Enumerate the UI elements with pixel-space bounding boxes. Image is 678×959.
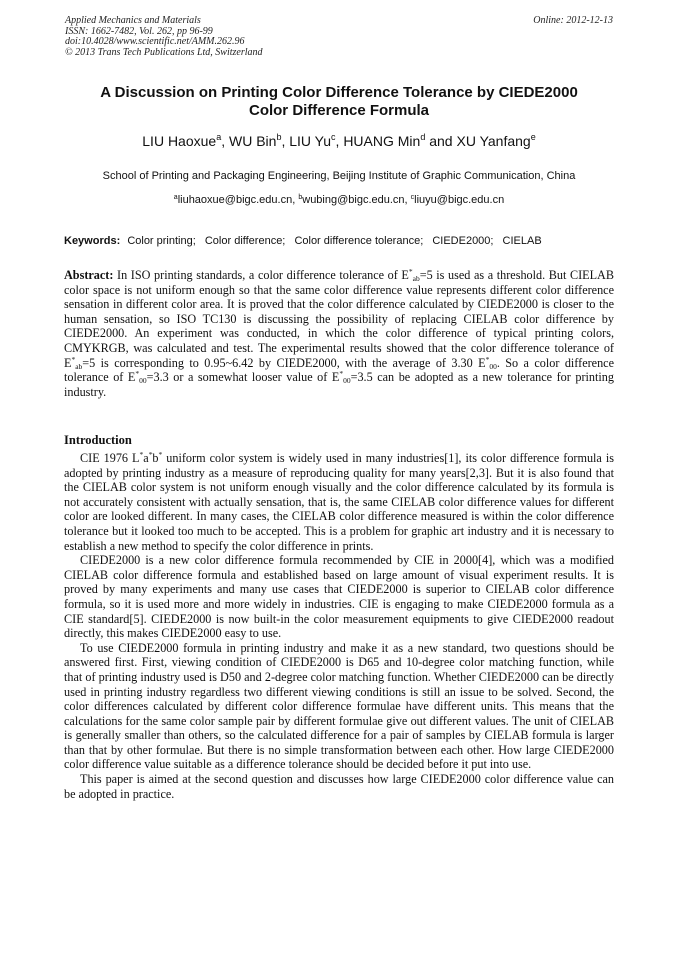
superscript-star: * bbox=[339, 369, 344, 379]
paragraph-text: CIE 1976 L bbox=[80, 451, 140, 465]
paragraph: CIEDE2000 is a new color difference formula recommended by CIE in 2000[4], which was a modified CIELAB color difference formula and established based on large amount of visual experiment results. It is proved by many experiments and many use cases that CIEDE2000 is superior to CIELAB color difference formula, so it is used more and more widely in industries. CIE is engaging to make CIEDE2000 formula as a CIE standard[5]. CIEDE2000 is now built-in the color measurement equipments to give CIEDE2000 readout directly, this makes CIEDE2000 easy to use. bbox=[64, 553, 614, 641]
abstract-text: =5 is corresponding to 0.95~6.42 by CIEDE2000, with the average of 3.30 E bbox=[82, 355, 486, 370]
paragraph bbox=[64, 451, 614, 553]
superscript-star: * bbox=[135, 369, 140, 379]
abstract-text: . So a color difference tolerance of E bbox=[64, 355, 614, 385]
keyword: CIEDE2000; bbox=[432, 235, 494, 247]
keyword: Color printing; bbox=[127, 235, 196, 247]
email-address[interactable]: liuyu@bigc.edu.cn bbox=[414, 194, 505, 206]
email-address[interactable]: liuhaoxue@bigc.edu.cn, bbox=[177, 194, 296, 206]
keyword: CIELAB bbox=[502, 235, 542, 247]
superscript-star: * bbox=[485, 354, 490, 364]
abstract-text: =5 is used as a threshold. But CIELAB color space is not uniform enough so that the same color difference value represents different color difference sensation in different color area. It is proved that the color difference calculated by CIEDE2000 is closer to the human sensation, so ISO TC130 is discussing the possibility of replacing CIELAB color difference by CIEDE2000. An experiment was conducted, in which the color difference of typical printing colors, CMYKRGB, was calculated and test. The experimental results showed that the color difference tolerance of E bbox=[64, 268, 614, 370]
paragraph-text: b bbox=[152, 451, 159, 465]
subscript: ab bbox=[75, 361, 83, 371]
author-name: XU Yanfang bbox=[456, 133, 531, 149]
paragraph: To use CIEDE2000 formula in printing industry and make it as a new standard, two questions should be answered first. First, viewing condition of CIEDE2000 is D65 and 10-degree color matching function, while that of printing industry used is D50 and 2-degree color matching function. Whether CIEDE2000 can be directly used in printing industry regardless two different viewing conditions is still an issue to be solved. Second, the color differences calculated by different color difference formulae have different units. This means that the calculations for the same color sample pair by different formulae give out different values. The unit of CIELAB is generally smaller than others, so the calculated difference for a pair of samples by CIELAB formula is larger than that by other formulae. But there is no simple transformation between each other. How large CIEDE2000 color difference value suitable as a difference tolerance should be decided before it put into use. bbox=[64, 640, 614, 772]
introduction-section bbox=[64, 433, 614, 801]
email-list bbox=[40, 193, 638, 207]
title-line-1: A Discussion on Printing Color Difference Tolerance by CIEDE2000 bbox=[100, 84, 578, 101]
author-name: LIU Haoxue bbox=[142, 133, 217, 149]
superscript-star: * bbox=[71, 354, 76, 364]
email-sup: c bbox=[410, 194, 415, 201]
author-sup: a bbox=[216, 132, 222, 142]
keywords-label: Keywords: bbox=[64, 235, 121, 247]
journal-header bbox=[65, 16, 263, 58]
subscript: ab bbox=[412, 274, 420, 283]
abstract-text: In ISO printing standards, a color difference tolerance of E bbox=[113, 268, 409, 282]
abstract-label: Abstract: bbox=[64, 268, 114, 282]
title-line-2: Color Difference Formula bbox=[248, 102, 430, 119]
online-date: Online: 2012-12-13 bbox=[533, 15, 613, 26]
abstract-text: =3.5 can be adopted as a new tolerance for printing industry. bbox=[64, 370, 614, 399]
journal-doi: doi:10.4028/www.scientific.net/AMM.262.96 bbox=[65, 36, 245, 47]
journal-name: Applied Mechanics and Materials bbox=[65, 15, 201, 26]
keyword: Color difference; bbox=[204, 235, 286, 247]
author-name: HUANG Min bbox=[343, 133, 421, 149]
section-heading: Introduction bbox=[64, 433, 132, 447]
keywords bbox=[64, 234, 614, 248]
journal-issn: ISSN: 1662-7482, Vol. 262, pp 96-99 bbox=[65, 25, 213, 37]
author-sup: d bbox=[420, 132, 426, 142]
superscript-star: * bbox=[408, 267, 413, 276]
paragraph: This paper is aimed at the second question and discusses how large CIEDE2000 color difference value can be adopted in practice. bbox=[64, 772, 614, 801]
journal-copyright: © 2013 Trans Tech Publications Ltd, Switzerland bbox=[65, 46, 263, 58]
superscript-star: * bbox=[139, 450, 144, 459]
abstract-text: =3.3 or a somewhat looser value of E bbox=[146, 370, 340, 385]
paper-title bbox=[40, 84, 638, 120]
keyword: Color difference tolerance; bbox=[294, 235, 424, 247]
author-list: LIU Haoxue$^a$, WU Bin$^b$, LIU Yu$^c$, HUANG Min$^d$ and XU Yanfang$^e$ bbox=[142, 132, 536, 149]
abstract bbox=[64, 268, 614, 399]
author-name: LIU Yu bbox=[289, 133, 332, 149]
paragraph-text: uniform color system is widely used in many industries[1], its color difference formula is adopted by printing industry as a measure of reproducing quality for many years[2,3]. But it is also found that the CIELAB color system is not uniform enough visually and the color difference calculated by its formula is not accurately consistent with actually sensation, that is, the same CIELAB color difference values for different color are looked different. In many cases, the CIELAB color difference measured is within the color difference tolerance but it looked too much to be accepted. This is a problem for graphic art industry and it is necessary to establish a new method to specify the color difference in prints. bbox=[64, 451, 614, 553]
author-sup: b bbox=[276, 132, 282, 142]
superscript-star: * bbox=[158, 450, 163, 459]
author-name: WU Bin bbox=[229, 133, 277, 149]
email-sup: a bbox=[173, 194, 178, 201]
paragraph-text: a bbox=[143, 451, 149, 465]
subscript: 00 bbox=[139, 376, 147, 386]
email-sup: b bbox=[298, 194, 303, 201]
author-sup: e bbox=[530, 132, 536, 142]
subscript: 00 bbox=[343, 376, 351, 386]
affiliation: School of Printing and Packaging Engineering, Beijing Institute of Graphic Communication, China bbox=[102, 170, 576, 182]
superscript-star: * bbox=[148, 450, 153, 459]
email-address[interactable]: wubing@bigc.edu.cn, bbox=[302, 194, 408, 206]
subscript: 00 bbox=[489, 361, 497, 371]
author-sup: c bbox=[331, 132, 336, 142]
